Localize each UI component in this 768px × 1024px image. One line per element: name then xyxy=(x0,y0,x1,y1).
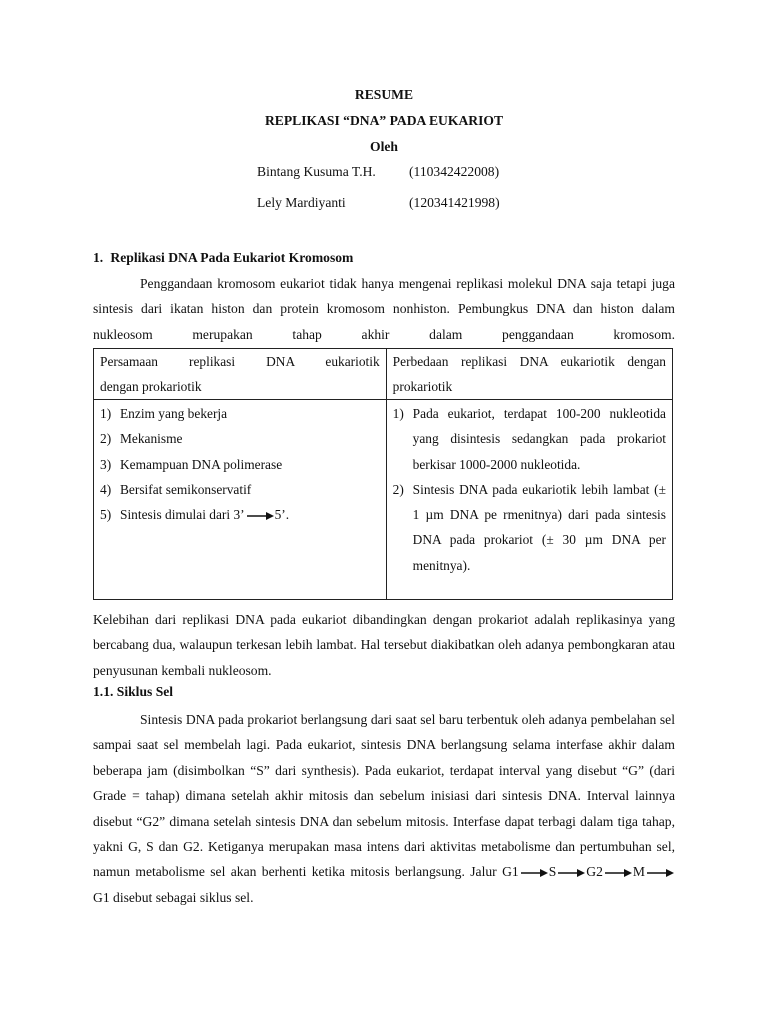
arrow-right-icon xyxy=(604,868,632,878)
cycle-stage: M xyxy=(632,864,645,880)
table-header-row xyxy=(94,349,673,400)
paragraph-text: G1 disebut sebagai siklus sel. xyxy=(93,889,254,905)
paragraph-text: Kelebihan dari replikasi DNA pada eukariot dibandingkan dengan prokariot adalah replikasinya yang bercabang dua, walaupun terkesan lebih lambat. Hal tersebut diakibatkan oleh adanya pembongkaran atau penyusunan kembali nukleosom. xyxy=(93,612,675,678)
author-id: (110342422008) xyxy=(409,164,500,179)
paragraph-text: Penggandaan kromosom eukariot tidak hanya mengenai replikasi molekul DNA saja tetapi juga sintesis dari ikatan histon dan protein kromosom nonhiston. Pembungkus DNA dan histon dalam nukleosom merupakan tahap akhir dalam penggandaan kromosom. xyxy=(93,276,675,342)
cycle-stage: G1 xyxy=(502,864,519,880)
document-title: REPLIKASI “DNA” PADA EUKARIOT xyxy=(264,113,504,128)
author-name: Lely Mardiyanti xyxy=(257,195,346,210)
paragraph-text: Sintesis DNA pada prokariot berlangsung dari saat sel baru terbentuk oleh adanya pembelahan sel sampai saat sel membelah lagi. Pada eukariot, sintesis DNA berlangsung selama interfase akhir dalam beberapa jam (disimbolkan “S” dari synthesis). Pada eukariot, terdapat interval yang disebut “G” (dari Grade = tahap) dimana setelah akhir mitosis dan sebelum inisiasi dari sintesis DNA. Interval lainnya disebut “G2” dimana setelah sintesis DNA dan sebelum mitosis. Interfase dapat terbagi dalam tiga tahap, yakni G, S dan G2. Ketiganya merupakan masa intens dari aktivitas metabolisme dan pertumbuhan sel, namun metabolisme sel akan berhenti ketika mitosis berlangsung. Jalur G1 S G2 M xyxy=(93,712,675,880)
resume-heading: RESUME xyxy=(354,87,414,102)
differences-cell xyxy=(386,400,672,600)
section-heading xyxy=(93,250,353,266)
arrow-right-icon xyxy=(646,868,674,878)
table-header-right xyxy=(386,349,672,400)
section-paragraph xyxy=(93,271,675,347)
list-item: 2) Sintesis DNA pada eukariotik lebih lambat (± 1 µm DNA pe rmenitnya) dari pada sintesis DNA pada prokariot (± 30 µm DNA per menitnya). xyxy=(392,481,666,573)
subsection-title: 1.1. Siklus Sel xyxy=(93,684,174,699)
arrow-right-icon xyxy=(246,511,274,521)
header-right-text: Perbedaan replikasi DNA eukariotik dengan prokariotik xyxy=(392,354,666,394)
list-item: 1) Pada eukariot, terdapat 100-200 nukleotida yang disintesis sedangkan pada prokariot berkisar 1000-2000 nukleotida. xyxy=(392,406,666,472)
list-item: 3) Kemampuan DNA polimerase xyxy=(100,456,283,472)
table-body-row xyxy=(94,400,673,600)
list-item: 4) Bersifat semikonservatif xyxy=(100,481,252,497)
author-row xyxy=(257,164,499,180)
table-header-left xyxy=(94,349,387,400)
author-name: Bintang Kusuma T.H. xyxy=(257,164,376,179)
arrow-right-icon xyxy=(520,868,548,878)
list-item: 2) Mekanisme xyxy=(100,431,183,447)
cell-cycle-paragraph xyxy=(93,707,675,910)
author-row xyxy=(257,195,500,211)
section-title: Replikasi DNA Pada Eukariot Kromosom xyxy=(110,250,354,265)
list-item: 1) Enzim yang bekerja xyxy=(100,406,228,421)
comparison-table xyxy=(93,348,673,600)
section-number: 1. xyxy=(93,250,104,265)
header-left-line2: dengan prokariotik xyxy=(100,379,202,394)
similarities-cell xyxy=(94,400,387,600)
header-left-line1: Persamaan replikasi DNA eukariotik xyxy=(100,354,380,369)
by-label: Oleh xyxy=(370,139,398,154)
arrow-right-icon xyxy=(557,868,585,878)
advantage-paragraph xyxy=(93,607,675,683)
list-item: 5) Sintesis dimulai dari 3’ 5’. xyxy=(100,507,290,523)
author-id: (120341421998) xyxy=(409,195,500,210)
cycle-stage: S xyxy=(548,864,557,880)
cycle-stage: G2 xyxy=(586,864,603,880)
